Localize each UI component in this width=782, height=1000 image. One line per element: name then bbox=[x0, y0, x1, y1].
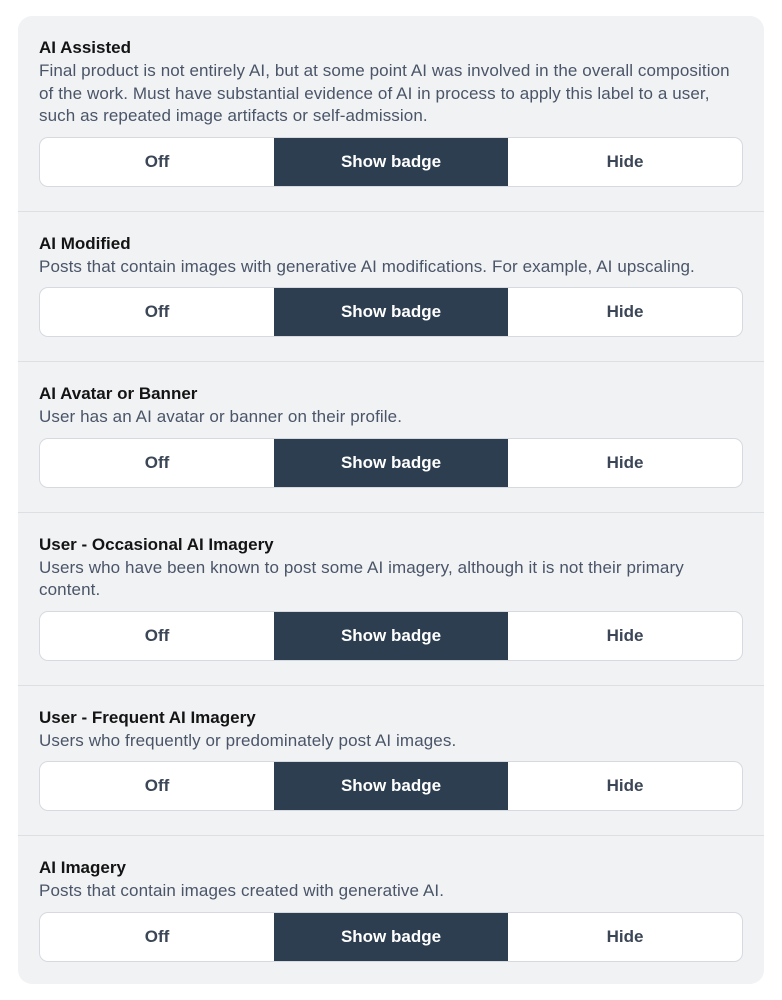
label-settings-panel bbox=[18, 16, 764, 984]
setting-ai-assisted bbox=[18, 16, 764, 212]
option-show-badge-button[interactable]: Show badge bbox=[274, 138, 508, 186]
option-show-badge-button[interactable]: Show badge bbox=[274, 913, 508, 961]
option-off-button[interactable]: Off bbox=[144, 776, 170, 795]
segmented-control bbox=[39, 137, 743, 187]
option-hide-button[interactable]: Hide bbox=[606, 776, 644, 795]
setting-description: Final product is not entirely AI, but at some point AI was involved in the overall composition of the work. Must have substantial evidence of AI in process to apply this label to a user, such as repeated image artifacts or self-admission. bbox=[39, 61, 730, 125]
option-hide-button[interactable]: Hide bbox=[606, 452, 644, 472]
setting-title: AI Assisted bbox=[39, 38, 131, 57]
setting-description: User has an AI avatar or banner on their profile. bbox=[39, 407, 403, 426]
option-hide-button[interactable]: Hide bbox=[606, 625, 644, 645]
setting-ai-imagery bbox=[18, 836, 764, 984]
setting-title: AI Modified bbox=[39, 233, 131, 253]
option-hide-button[interactable]: Hide bbox=[606, 151, 644, 171]
option-off-button[interactable]: Off bbox=[144, 302, 170, 321]
option-off-button[interactable]: Off bbox=[144, 926, 170, 946]
setting-description: Users who frequently or predominately post AI images. bbox=[39, 730, 457, 750]
setting-ai-avatar-or-banner bbox=[18, 362, 764, 513]
option-off-button[interactable]: Off bbox=[144, 151, 170, 171]
setting-title: AI Avatar or Banner bbox=[39, 384, 198, 403]
setting-title: AI Imagery bbox=[39, 858, 126, 877]
segmented-control bbox=[39, 611, 743, 661]
segmented-control bbox=[39, 912, 743, 962]
option-show-badge-button[interactable]: Show badge bbox=[274, 439, 508, 487]
option-show-badge-button[interactable]: Show badge bbox=[274, 762, 508, 810]
option-hide-button[interactable]: Hide bbox=[606, 926, 644, 946]
setting-description: Posts that contain images created with generative AI. bbox=[39, 881, 445, 900]
option-show-badge-button[interactable]: Show badge bbox=[274, 288, 508, 336]
setting-description: Users who have been known to post some AI imagery, although it is not their primary content. bbox=[39, 557, 684, 599]
segmented-control bbox=[39, 438, 743, 488]
option-off-button[interactable]: Off bbox=[144, 452, 170, 472]
setting-user-frequent-ai-imagery bbox=[18, 686, 764, 837]
segmented-control bbox=[39, 761, 743, 811]
setting-title: User - Occasional AI Imagery bbox=[39, 534, 274, 554]
option-hide-button[interactable]: Hide bbox=[606, 302, 644, 321]
setting-description: Posts that contain images with generative AI modifications. For example, AI upscaling. bbox=[39, 256, 695, 276]
setting-title: User - Frequent AI Imagery bbox=[39, 707, 256, 727]
setting-user-occasional-ai-imagery bbox=[18, 513, 764, 686]
segmented-control bbox=[39, 287, 743, 337]
option-show-badge-button[interactable]: Show badge bbox=[274, 612, 508, 660]
setting-ai-modified bbox=[18, 212, 764, 363]
option-off-button[interactable]: Off bbox=[144, 625, 170, 645]
